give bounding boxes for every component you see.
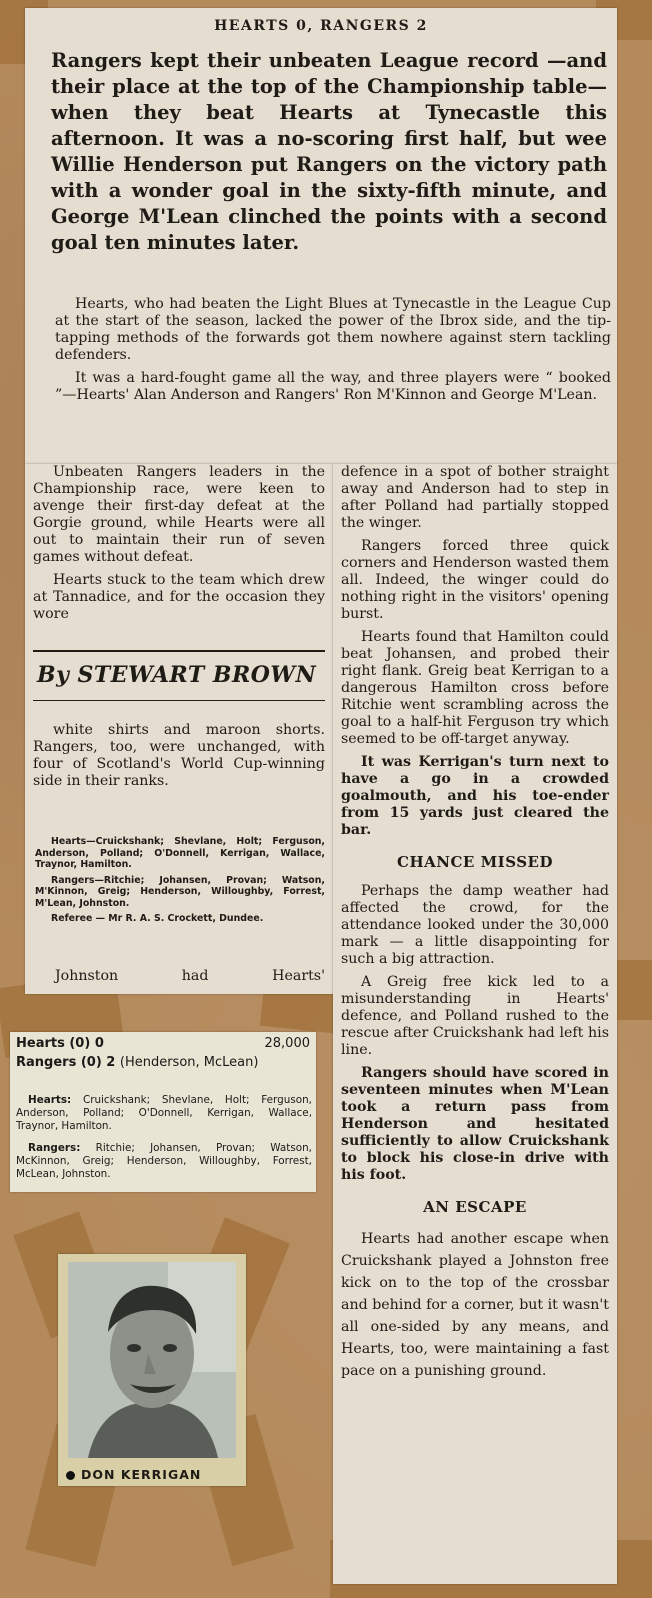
attendance: 28,000 [264, 1036, 310, 1051]
headline: HEARTS 0, RANGERS 2 [214, 18, 428, 34]
photo-caption [66, 1467, 242, 1482]
rangers-lineup: Rangers—Ritchie; Johansen, Provan; Watson, M'Kinnon, Greig; Henderson, Willoughby, Forrest, M'Lean, Johnston. [35, 874, 325, 909]
hearts-lineup: Hearts—Cruickshank; Shevlane, Holt; Ferguson, Anderson, Polland; O'Donnell, Kerrigan, Wallace, Traynor, Hamilton. [35, 836, 325, 870]
main-body [55, 296, 611, 410]
right-column [341, 464, 609, 1388]
article-clipping-top [25, 8, 617, 464]
referee-line: Referee — Mr R. A. S. Crockett, Dundee. [51, 913, 264, 924]
player-photo-card [58, 1254, 246, 1486]
paragraph: Rangers should have scored in seventeen minutes when M'Lean took a return pass from Henderson and hesitated sufficiently to allow Cruickshank to block his close-in drive with his foot. [341, 1065, 609, 1183]
hearts-score: Hearts (0) 0 [16, 1036, 104, 1051]
paragraph: Johnston had Hearts' [55, 968, 325, 984]
rangers-scorers: (Henderson, McLean) [119, 1055, 259, 1070]
paragraph: It was Kerrigan's turn next to have a go in a crowded goalmouth, and his toe-ender from 15 yards just cleared the bar. [341, 754, 609, 838]
subheading-an-escape: AN ESCAPE [423, 1198, 527, 1216]
paragraph: Unbeaten Rangers leaders in the Championship race, were keen to avenge their first-day defeat at the Gorgie ground, while Hearts were all out to maintain their run of seven games without defeat. [33, 464, 325, 565]
rangers-score [16, 1054, 312, 1071]
paragraph: defence in a spot of bother straight away and Anderson had to step in after Polland had partially stopped the winger. [341, 464, 609, 531]
card-rangers-label: Rangers: [28, 1142, 81, 1154]
paragraph: Hearts, who had beaten the Light Blues at Tynecastle in the League Cup at the start of the season, lacked the power of the Ibrox side, and the tip-tapping methods of the forwards got them nowhere against stern tackling defenders. [55, 296, 611, 363]
bullet-icon [66, 1471, 75, 1480]
left-column-middle [33, 722, 325, 796]
result-card [10, 1032, 316, 1192]
rangers-score-value: Rangers (0) 2 [16, 1055, 116, 1070]
lead-paragraph: Rangers kept their unbeaten League record —and their place at the top of the Championship table—when they beat Hearts at Tynecastle this afternoon. It was a no-scoring first half, but wee Willie Henderson put Rangers on the victory path with a wonder goal in the sixty-fifth minute, and George M'Lean clinched the points with a second goal ten minutes later. [51, 49, 607, 254]
team-lineups [35, 836, 325, 929]
left-column-top [33, 464, 325, 629]
card-rangers-players: Ritchie; Johansen, Provan; Watson, McKinnon, Greig; Henderson, Willoughby, Forrest, McLean, Johnston. [16, 1142, 312, 1180]
article-clipping-left-column [25, 464, 333, 994]
player-portrait-image [68, 1262, 236, 1458]
paragraph: Hearts found that Hamilton could beat Johansen, and probed their right flank. Greig beat Kerrigan to a dangerous Hamilton cross before Ritchie went scrambling across the goal to a half-hit Ferguson try which seemed to be off-target anyway. [341, 629, 609, 747]
card-hearts-players: Cruickshank; Shevlane, Holt; Ferguson, Anderson, Polland; O'Donnell, Kerrigan, Wallace, Traynor, Hamilton. [16, 1094, 312, 1132]
photo-caption-text: DON KERRIGAN [81, 1467, 202, 1482]
subheading-chance-missed: CHANCE MISSED [397, 853, 553, 871]
paragraph: Hearts had another escape when Cruickshank played a Johnston free kick on to the top of the crossbar and behind for a corner, but it wasn't all one-sided by any means, and Hearts, too, were maintaining a fast pace on a punishing ground. [341, 1231, 609, 1379]
card-hearts-lineup [16, 1094, 312, 1133]
card-hearts-label: Hearts: [28, 1094, 72, 1106]
paragraph: It was a hard-fought game all the way, and three players were “ booked ”—Hearts' Alan Anderson and Rangers' Ron M'Kinnon and George M'Lean. [55, 370, 611, 403]
card-rangers-lineup [16, 1142, 312, 1181]
byline-box [33, 650, 325, 701]
paragraph: Rangers forced three quick corners and Henderson wasted them all. Indeed, the winger could do nothing right in the visitors' opening burst. [341, 538, 609, 622]
paragraph: A Greig free kick led to a misunderstanding in Hearts' defence, and Polland rushed to the rescue after Cruickshank had left his line. [341, 974, 609, 1058]
paragraph: Perhaps the damp weather had affected the crowd, for the attendance looked under the 30,000 mark — a little disappointing for such a big attraction. [341, 883, 609, 967]
paragraph: Hearts stuck to the team which drew at Tannadice, and for the occasion they wore [33, 572, 325, 622]
article-clipping-right-column [333, 464, 617, 1584]
paragraph: white shirts and maroon shorts. Rangers, too, were unchanged, with four of Scotland's World Cup-winning side in their ranks. [33, 722, 325, 789]
left-column-end [55, 968, 325, 991]
byline: By STEWART BROWN [37, 662, 317, 688]
